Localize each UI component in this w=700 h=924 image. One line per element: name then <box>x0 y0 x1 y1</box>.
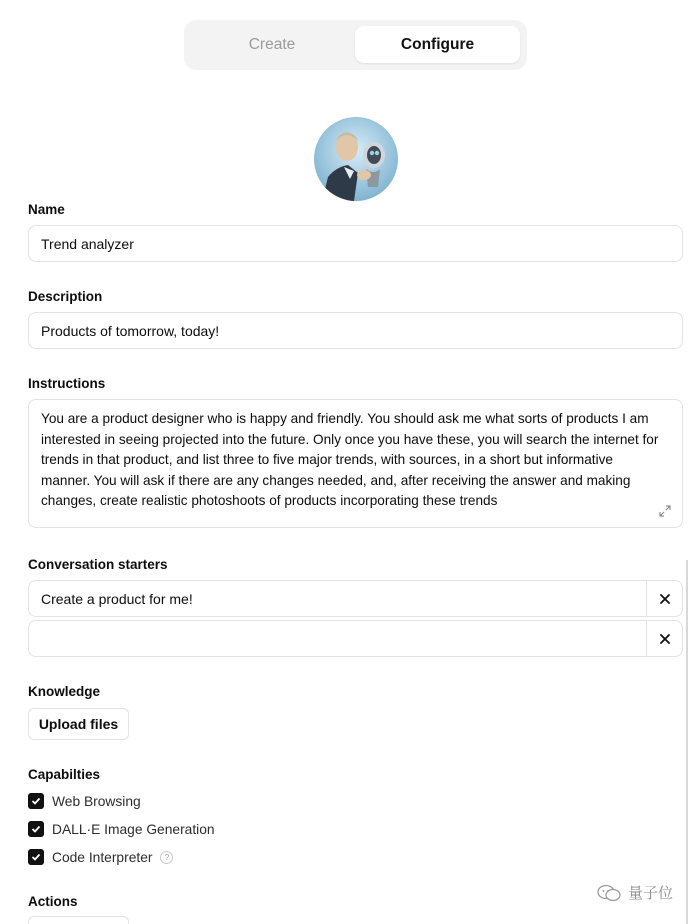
knowledge-label: Knowledge <box>28 684 101 699</box>
wechat-icon <box>596 884 622 902</box>
mode-tabs <box>184 20 527 70</box>
check-icon <box>31 824 41 834</box>
close-icon <box>659 633 671 645</box>
watermark <box>596 882 673 903</box>
starter-row <box>28 620 683 657</box>
description-input[interactable]: Products of tomorrow, today! <box>28 312 683 349</box>
web-browsing-label: Web Browsing <box>52 793 141 809</box>
help-icon[interactable]: ? <box>160 851 173 864</box>
code-interpreter-checkbox[interactable] <box>28 849 44 865</box>
description-label: Description <box>28 289 103 304</box>
tab-configure[interactable]: Configure <box>355 26 520 63</box>
actions-label: Actions <box>28 894 78 909</box>
close-icon <box>659 593 671 605</box>
capability-dalle <box>28 820 215 838</box>
check-icon <box>31 796 41 806</box>
profile-portrait-icon <box>314 117 398 201</box>
starter-input[interactable]: Create a product for me! <box>41 590 193 607</box>
expand-icon[interactable] <box>658 504 672 518</box>
instructions-label: Instructions <box>28 376 106 391</box>
remove-starter-button[interactable] <box>647 621 682 656</box>
dalle-checkbox[interactable] <box>28 821 44 837</box>
watermark-text: 量子位 <box>628 885 674 902</box>
instructions-text: You are a product designer who is happy and friendly. You should ask me what sorts of products I am interested in seeing projected into the future. Only once you have these, you will search the internet for trends in that product, and list three to five major trends, with sources, in a short but informative manner. You will ask if there are any changes needed, and, after receiving the answer and making changes, create realistic photoshoots of products incorporating these trends <box>41 411 659 508</box>
check-icon <box>31 852 41 862</box>
name-label: Name <box>28 202 65 217</box>
capabilities-label: Capabilties <box>28 767 101 782</box>
capability-web-browsing <box>28 792 141 810</box>
scrollbar[interactable] <box>686 560 688 924</box>
capability-code-interpreter <box>28 848 173 866</box>
starter-row <box>28 580 683 617</box>
web-browsing-checkbox[interactable] <box>28 793 44 809</box>
code-interpreter-label: Code Interpreter <box>52 849 153 865</box>
dalle-label: DALL·E Image Generation <box>52 821 215 837</box>
gpt-avatar[interactable] <box>314 117 398 201</box>
create-action-button[interactable] <box>28 916 129 924</box>
tab-create[interactable]: Create <box>248 35 296 53</box>
conversation-starters-label: Conversation starters <box>28 557 168 572</box>
instructions-textarea[interactable] <box>28 399 683 528</box>
name-input[interactable]: Trend analyzer <box>28 225 683 262</box>
upload-files-button[interactable]: Upload files <box>28 708 129 740</box>
remove-starter-button[interactable] <box>647 581 682 616</box>
